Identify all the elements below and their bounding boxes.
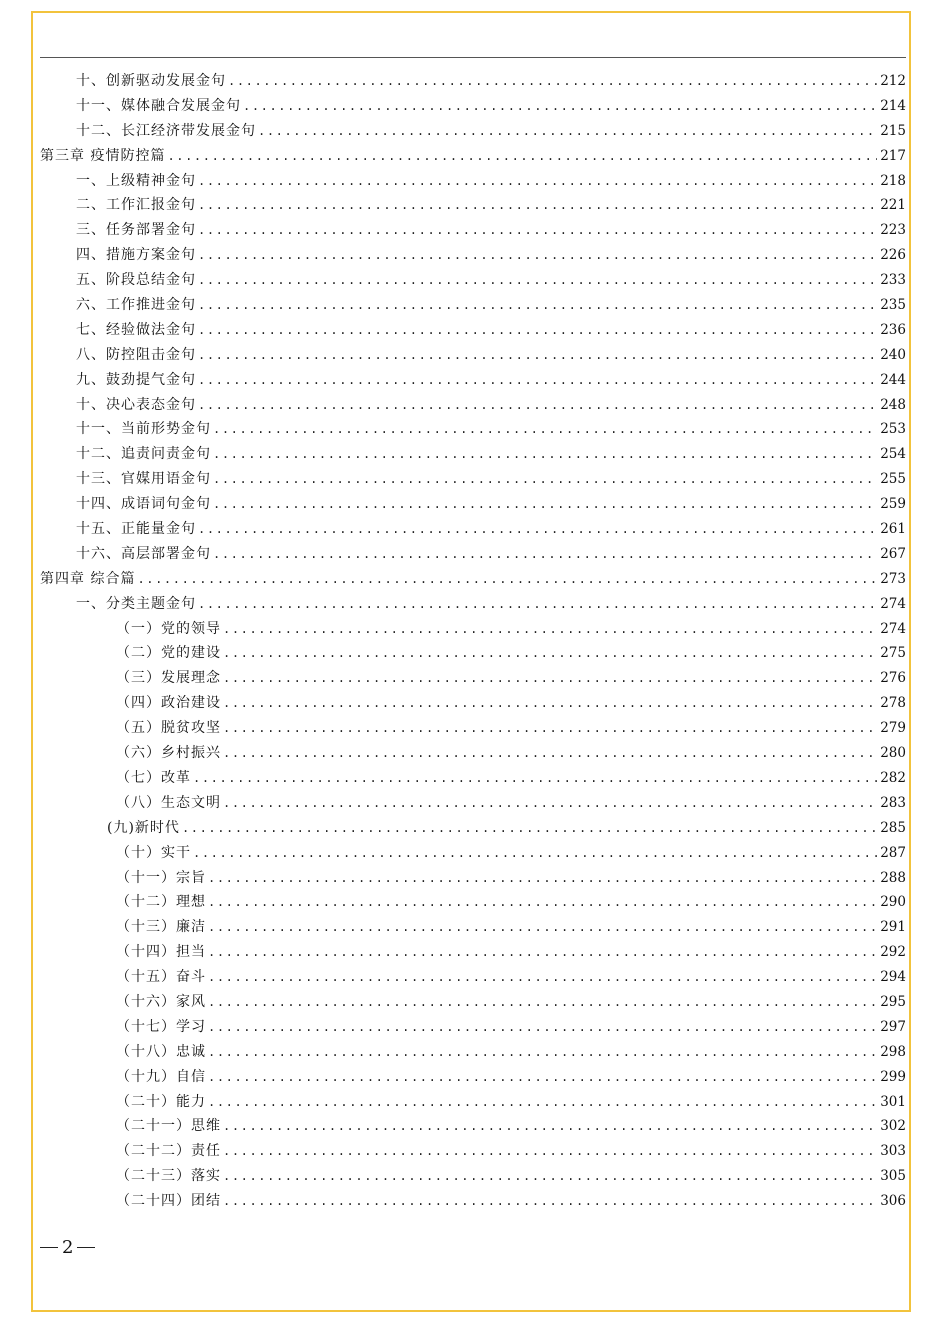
toc-entry[interactable] [40,766,906,791]
toc-entry-label: （十）实干 [116,844,191,861]
dot-leader [198,393,877,418]
toc-entry[interactable] [40,940,906,965]
toc-entry-label: （一）党的领导 [116,620,221,637]
toc-entry[interactable] [40,368,906,393]
toc-entry-page: 292 [880,944,906,961]
toc-entry-page: 290 [880,894,906,911]
toc-entry[interactable] [40,567,906,592]
toc-entry-label: （十二）理想 [116,894,206,911]
toc-entry[interactable] [40,169,906,194]
dot-leader [198,193,877,218]
toc-entry-page: 273 [880,570,906,587]
toc-entry-page: 240 [880,346,906,363]
dot-leader [208,890,877,915]
toc-entry[interactable] [40,119,906,144]
dot-leader [223,1189,877,1214]
toc-entry-page: 259 [880,496,906,513]
dot-leader [198,592,877,617]
toc-entry-page: 297 [880,1018,906,1035]
toc-entry-label: （十八）忠诚 [116,1043,206,1060]
dot-leader [208,866,877,891]
toc-entry-page: 214 [880,97,906,114]
toc-entry[interactable] [40,816,906,841]
dot-leader [167,144,877,169]
toc-entry[interactable] [40,492,906,517]
dot-leader [223,641,877,666]
toc-entry[interactable] [40,791,906,816]
toc-entry-page: 223 [880,222,906,239]
dot-leader [213,442,877,467]
dash-left [40,1247,58,1248]
header-rule [40,57,906,58]
dot-leader [223,691,877,716]
dot-leader [208,1090,877,1115]
toc-entry[interactable] [40,1114,906,1139]
dot-leader [208,915,877,940]
toc-entry-label: （六）乡村振兴 [116,745,221,762]
dot-leader [258,119,877,144]
toc-entry-label: 五、阶段总结金句 [76,272,196,289]
toc-entry-label: （三）发展理念 [116,670,221,687]
toc-entry[interactable] [40,1139,906,1164]
toc-entry-page: 306 [880,1193,906,1210]
toc-entry-label: （十三）廉洁 [116,919,206,936]
toc-entry[interactable] [40,890,906,915]
dot-leader [193,841,877,866]
toc-entry[interactable] [40,1090,906,1115]
toc-entry[interactable] [40,243,906,268]
toc-entry[interactable] [40,1164,906,1189]
dot-leader [223,716,877,741]
toc-entry[interactable] [40,741,906,766]
toc-entry-page: 218 [880,172,906,189]
toc-entry-page: 244 [880,371,906,388]
dot-leader [198,243,877,268]
toc-entry-label: 一、分类主题金句 [76,595,196,612]
dot-leader [137,567,877,592]
toc-entry[interactable] [40,915,906,940]
dot-leader [213,467,877,492]
toc-entry[interactable] [40,841,906,866]
toc-entry-label: （二）党的建设 [116,645,221,662]
toc-entry[interactable] [40,517,906,542]
toc-entry[interactable] [40,144,906,169]
toc-entry-label: 十四、成语词句金句 [76,496,211,513]
toc-entry[interactable] [40,442,906,467]
dot-leader [223,1164,877,1189]
toc-entry-page: 226 [880,247,906,264]
toc-entry[interactable] [40,641,906,666]
toc-entry[interactable] [40,1015,906,1040]
dot-leader [243,94,877,119]
dot-leader [198,169,877,194]
toc-entry-page: 261 [880,521,906,538]
toc-entry-page: 221 [880,197,906,214]
dot-leader [198,293,877,318]
toc-entry-label: 十二、长江经济带发展金句 [76,122,256,139]
toc-entry[interactable] [40,343,906,368]
toc-entry[interactable] [40,617,906,642]
toc-entry-label: （十四）担当 [116,944,206,961]
toc-entry[interactable] [40,592,906,617]
toc-entry-label: （五）脱贫攻坚 [116,720,221,737]
dot-leader [208,965,877,990]
toc-entry-label: （十六）家风 [116,993,206,1010]
toc-entry-label: 十、创新驱动发展金句 [76,73,226,89]
toc-entry[interactable] [40,965,906,990]
toc-entry[interactable] [40,417,906,442]
toc-entry-label: 三、任务部署金句 [76,222,196,239]
toc-entry-label: 十五、正能量金句 [76,521,196,538]
toc-entry[interactable] [40,542,906,567]
toc-entry-label: （十一）宗旨 [116,869,206,886]
dash-right [77,1247,95,1248]
dot-leader [198,517,877,542]
toc-entry-page: 253 [880,421,906,438]
toc-entry[interactable] [40,268,906,293]
toc-entry-page: 275 [880,645,906,662]
toc-entry-label: （二十三）落实 [116,1168,221,1185]
toc-entry-page: 303 [880,1143,906,1160]
toc-entry-label: （七）改革 [116,769,191,786]
toc-entry[interactable] [40,716,906,741]
dot-leader [223,741,877,766]
toc-entry-page: 298 [880,1043,906,1060]
toc-entry-label: 十六、高层部署金句 [76,545,211,562]
toc-entry-label: （二十四）团结 [116,1193,221,1210]
toc-entry-page: 274 [880,620,906,637]
dot-leader [208,1065,877,1090]
toc-entry[interactable] [40,94,906,119]
toc-entry-label: 十、决心表态金句 [76,396,196,413]
toc-entry-label: 十二、追责问责金句 [76,446,211,463]
toc-entry-page: 233 [880,272,906,289]
toc-entry-label: （二十二）责任 [116,1143,221,1160]
toc-entry[interactable] [40,691,906,716]
toc-entry-label: （八）生态文明 [116,794,221,811]
toc-entry-label: （十五）奋斗 [116,969,206,986]
toc-entry[interactable] [40,990,906,1015]
toc-entry-label: 十一、媒体融合发展金句 [76,97,241,114]
dot-leader [208,990,877,1015]
toc-entry-page: 288 [880,869,906,886]
toc-entry-page: 248 [880,396,906,413]
toc-entry-label: 一、上级精神金句 [76,172,196,189]
toc-entry[interactable] [40,318,906,343]
toc-entry[interactable] [40,393,906,418]
toc-entry[interactable] [40,1040,906,1065]
table-of-contents [40,69,906,1214]
toc-entry-page: 236 [880,321,906,338]
toc-entry-page: 217 [880,147,906,164]
toc-entry-page: 280 [880,745,906,762]
toc-entry-page: 276 [880,670,906,687]
toc-entry[interactable] [40,293,906,318]
dot-leader [223,791,877,816]
page-number-text: 2 [62,1237,74,1258]
toc-entry[interactable] [40,218,906,243]
dot-leader [198,368,877,393]
toc-entry-page: 285 [880,819,906,836]
toc-entry-page: 295 [880,993,906,1010]
dot-leader [228,69,877,94]
toc-entry-page: 278 [880,695,906,712]
toc-entry-page: 294 [880,969,906,986]
toc-entry-label: 九、鼓劲提气金句 [76,371,196,388]
toc-entry-label: （十七）学习 [116,1018,206,1035]
page-number [40,1237,95,1258]
toc-entry-label: 第三章 疫情防控篇 [40,147,166,164]
toc-entry[interactable] [40,193,906,218]
toc-entry-page: 302 [880,1118,906,1135]
toc-entry[interactable] [40,467,906,492]
toc-entry-label: 二、工作汇报金句 [76,197,196,214]
dot-leader [198,268,877,293]
toc-entry-page: 274 [880,595,906,612]
toc-entry[interactable] [40,866,906,891]
dot-leader [223,1114,877,1139]
toc-entry-label: (九)新时代 [107,819,180,836]
toc-entry[interactable] [40,1065,906,1090]
toc-entry[interactable] [40,666,906,691]
dot-leader [198,343,877,368]
dot-leader [198,318,877,343]
toc-entry-page: 305 [880,1168,906,1185]
toc-entry-label: （四）政治建设 [116,695,221,712]
dot-leader [213,492,877,517]
toc-entry-page: 212 [880,73,906,89]
toc-entry-page: 255 [880,471,906,488]
toc-entry-page: 279 [880,720,906,737]
toc-entry[interactable] [40,1189,906,1214]
toc-entry-label: 十三、官媒用语金句 [76,471,211,488]
toc-entry-page: 283 [880,794,906,811]
toc-entry-label: 四、措施方案金句 [76,247,196,264]
toc-entry-label: 六、工作推进金句 [76,297,196,314]
toc-entry-label: 十一、当前形势金句 [76,421,211,438]
toc-entry-page: 282 [880,769,906,786]
toc-entry-label: 七、经验做法金句 [76,321,196,338]
toc-entry-page: 235 [880,297,906,314]
toc-entry-page: 299 [880,1068,906,1085]
dot-leader [213,417,877,442]
dot-leader [208,1040,877,1065]
dot-leader [208,940,877,965]
dot-leader [182,816,877,841]
toc-entry-label: （十九）自信 [116,1068,206,1085]
dot-leader [223,666,877,691]
toc-entry-page: 291 [880,919,906,936]
dot-leader [208,1015,877,1040]
toc-entry-page: 254 [880,446,906,463]
toc-entry-label: （二十一）思维 [116,1118,221,1135]
toc-entry[interactable] [40,69,906,94]
toc-entry-label: （二十）能力 [116,1093,206,1110]
dot-leader [213,542,877,567]
dot-leader [223,617,877,642]
toc-entry-page: 215 [880,122,906,139]
dot-leader [193,766,877,791]
dot-leader [223,1139,877,1164]
toc-entry-page: 287 [880,844,906,861]
toc-entry-label: 第四章 综合篇 [40,570,136,587]
toc-entry-page: 267 [880,545,906,562]
toc-entry-label: 八、防控阻击金句 [76,346,196,363]
toc-entry-page: 301 [880,1093,906,1110]
dot-leader [198,218,877,243]
